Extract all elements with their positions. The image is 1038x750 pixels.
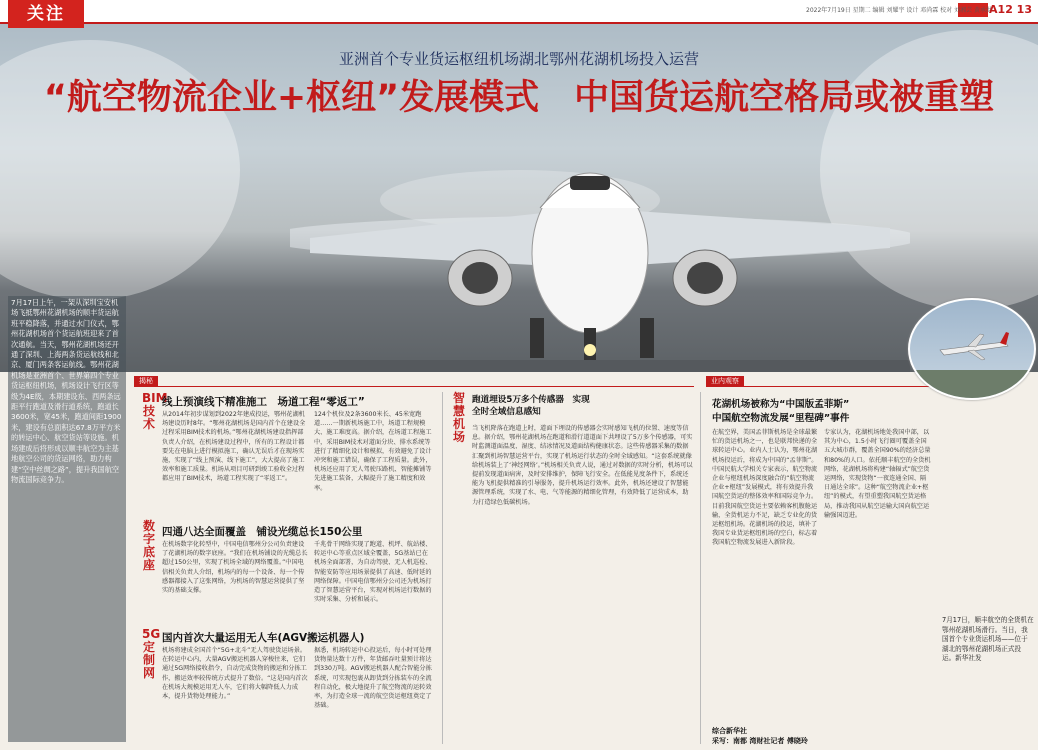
article-text-5g-1: 机场将建成全国首个“5G+北斗”无人驾驶货运场景。在转运中心内，大量AGV搬运机器人穿梭往来，它们通过5G网络接收指令，自动完成货物的搬运和分拣工作，搬运效率较传统方式提升了数倍。“这是国内首次在机场大规模运用无人车，它们将大幅降低人力成本，提升货物处理能力。” [162,647,308,701]
article-text-bim-1: 从2014年初步谋划到2022年建成投运，鄂州花湖机场建设历时8年。“鄂州花湖机场是国内首个在建设全过程采用BIM技术的机场。”鄂州花湖机场建设指挥部负责人介绍，在机场建设过程中，所有的工程设计都要先在电脑上进行模拟施工，确认无误后才在现场实施，实现了“线上预演、线下施工”，大大提高了施工效率和施工质量。机场从项目可研到竣工验收全过程都应用了BIM技术，场道工程实现了“零返工”。 [162,411,306,483]
cargo-plane-image [290,88,910,372]
article-title-digital-base: 四通八达全面覆盖 铺设光缆总长150公里 [162,526,363,538]
section-label-observer: 业内观察 [706,376,744,386]
article-text-bim-2: 124个机位及2条3600米长、45米宽跑道……一期新机场施工中，场道工程规模大、施工难度高。据介绍，在场道工程施工中，采用BIM技术对道面分块、排水系统等进行了精细化设计和模拟，有效避免了设计冲突和施工错误，确保了工程质量。此外，机场还应用了无人驾驶压路机、智能摊铺等先进施工装备，大幅提升了施工精度和效率。 [314,411,432,492]
observer-title-2: 中国航空物流发展“里程碑”事件 [712,413,850,424]
author-line: 采写：南都 湾财社记者 傅晓玲 [712,737,808,745]
article-title-5g: 国内首次大量运用无人车(AGV搬运机器人) [162,632,365,644]
dateline: 2022年7月19日 星期二 编辑 刘耀宇 设计 邓尚霖 校对 刘湘芸 黄承洪 [806,7,992,14]
observer-text-2: 专家认为，花湖机场地处我国中部，以其为中心，1.5小时飞行圈可覆盖全国五大城市群，覆盖全国90%的经济总量和80%的人口。依托顺丰航空的全货机网络，花湖机场将构建“轴辐式”航空货运网络，实现货物“一夜连通全国、隔日通达全球”。这种“航空物流企业+枢纽”的模式，有望重塑我国航空货运格局，推动我国从航空运输大国向航空运输强国迈进。 [824,429,931,519]
section-label-jiemi: 揭秘 [134,376,158,386]
article-text-digital-base-1: 在机场数字化转型中，中国电信鄂州分公司负责建设了花湖机场的数字底座。“我们在机场铺设的光缆总长超过150公里，实现了机场全域的网络覆盖。”中国电信相关负责人介绍，机场内的每一个设备、每一个传感器都接入了这张网络，为机场的智慧运营提供了坚实的基础支撑。 [162,541,308,595]
vertical-label-5g: 5G定制网 [142,627,161,680]
section-badge: 关注 [8,0,84,28]
article-title-smart-airport: 跑道埋设5万多个传感器 实现全时全域信息感知 [472,395,590,417]
plane-in-flight-image [910,300,1034,398]
vertical-label-digital-base: 数字底座 [142,519,155,572]
page-number: A12 13 [989,3,1032,16]
article-text-digital-base-2: 千兆骨干网络实现了跑道、机坪、航站楼、转运中心等重点区域全覆盖，5G基站已在机场全面部署，为自动驾驶、无人机巡检、智能安防等应用场景提供了高速、低时延的网络保障。中国电信鄂州分公司还为机场打造了智慧运营平台，实现对机场运行数据的实时采集、分析和展示。 [314,541,432,604]
byline: 综合新华社 [712,727,747,735]
main-headline: “航空物流企业+枢纽”发展模式 中国货运航空格局或被重塑 [43,78,995,118]
observer-text-1: 在航空界，美国孟菲斯机场是全球最繁忙的货运机场之一，也是联邦快递的全球转运中心。业内人士认为，鄂州花湖机场投运后，将成为中国的“孟菲斯”。中国民航大学相关专家表示，航空物流企业与枢纽机场深度融合的“航空物流企业+枢纽”发展模式，将有效提升我国航空货运的整体效率和国际竞争力。目前我国航空货运主要依赖客机腹舱运输，全货机运力不足，缺乏专业化的货运枢纽机场。花湖机场的投运，填补了我国专业货运枢纽机场的空白，标志着我国航空物流发展进入新阶段。 [712,429,818,547]
section-rule-right [706,386,934,387]
column-divider [442,392,443,744]
vertical-label-bim: BIM技术 [142,391,168,431]
article-text-5g-2: 据悉，机场转运中心投运后，每小时可处理货物量达数十万件，年货邮吞吐量预计将达到330万吨。AGV搬运机器人配合智能分拣系统，可实现包裹从卸货到分拣装车的全流程自动化，极大地提升了航空物流的运转效率，为打造全球一流的航空货运枢纽奠定了基础。 [314,647,432,710]
article-text-smart-airport: 当飞机降落在跑道上时，道面下埋设的传感器会实时感知飞机的位置、速度等信息。据介绍，鄂州花湖机场在跑道和滑行道道面下共埋设了5万多个传感器，可实时监测道面温度、湿度、结冰情况及道面结构健康状态。这些传感器采集的数据汇聚到机场智慧运营平台，实现了机场运行状态的全时全域感知。“这套系统就像给机场装上了‘神经网络’。”机场相关负责人说，通过对数据的实时分析，机场可以提前发现道面病害，及时安排维护，保障飞行安全。在低能见度条件下，系统还能为飞机提供精准的引导服务，提升机场运行效率。此外，机场还建设了智慧能源管理系统，实现了水、电、气等能源的精细化管理，有效降低了运营成本，助力打造绿色低碳机场。 [472,425,693,506]
photo-caption: 7月17日，顺丰航空的全货机在鄂州花湖机场滑行。当日，我国首个专业货运机场——位于湖北的鄂州花湖机场正式投运。新华社发 [942,616,1034,662]
vertical-label-smart-airport: 智慧机场 [452,391,465,444]
article-title-bim: 线上预演线下精准施工 场道工程“零返工” [162,396,365,408]
section-rule-left [134,386,694,387]
inset-plane-photo [908,298,1036,400]
column-divider-2 [700,392,701,744]
observer-title-1: 花湖机场被称为“中国版孟菲斯” [712,399,850,410]
page-header-bar [0,0,1038,24]
subtitle: 亚洲首个专业货运枢纽机场湖北鄂州花湖机场投入运营 [338,50,699,68]
lede-paragraph: 7月17日上午，一架从深圳宝安机场飞抵鄂州花湖机场的顺丰货运航班平稳降落，并通过水门仪式，鄂州花湖机场首个货运航班迎来了首次通航。当天，鄂州花湖机场还开通了深圳、上海两条货运航线和北京、厦门两条客运航线。鄂州花湖机场是亚洲首个、世界第四个专业货运枢纽机场，机场设计飞行区等级为4E级，本期建设东、西两条远距平行跑道及滑行道系统，跑道长3600米，宽45米，跑道间距1900米，建设有总面积达67.8万平方米的转运中心、航空货站等设施。机场建成后将形成以顺丰航空为主基地航空公司的货运网络，助力构建“空中丝绸之路”，提升我国航空物流国际竞争力。 [8,296,126,742]
